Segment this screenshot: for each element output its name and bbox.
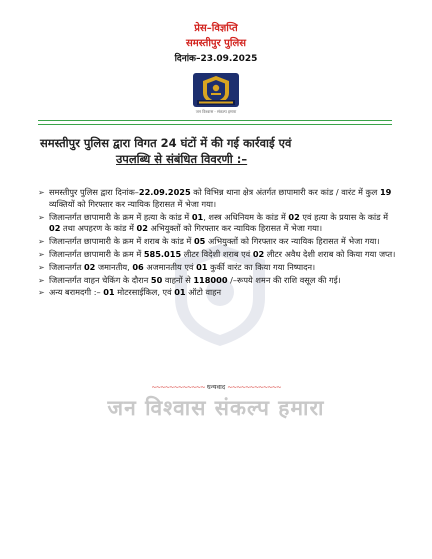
bihar-police-logo [185,71,247,115]
heading-line-1: समस्तीपुर पुलिस द्वारा विगत 24 घंटों में की गई कार्रवाई एवं [40,136,292,150]
thanks-text: धन्यवाद [206,383,226,391]
bullet-text: समस्तीपुर पुलिस द्वारा दिनांक– [49,187,139,197]
bullet-item [38,275,398,287]
bullet-item [38,287,398,299]
bullet-text: अजमानतीय एवं [143,261,197,272]
logo-tagline: जन विश्वास · संकल्प हमारा [195,109,237,114]
bullet-text: /–रूपये शमन की राशि वसूल की गई। [227,274,341,285]
arrow-bullet-icon: ➢ [38,212,45,222]
bullet-text: वाहनों से [162,274,194,285]
section-divider [38,120,392,125]
bullet-figure: 01 [196,261,208,272]
bullet-text: अभियुक्तों को गिरफ्तार कर न्यायिक हिरासत में भेजा गया। [205,236,380,247]
bullet-figure: 22.09.2025 [138,187,191,197]
bullet-text: को विभिन्न थाना क्षेत्र अंतर्गत छापामारी कर कांड / वारंट में कुल [190,187,380,197]
press-release-title: प्रेस–विज्ञप्ति [194,23,238,34]
press-release-header [0,22,432,115]
bullet-text: तथा अपहरण के कांड में [60,223,137,234]
bullet-figure: 02 [49,223,61,234]
date-value: 23.09.2025 [200,54,258,64]
bullet-text: लीटर विदेशी शराब एवं [181,248,253,259]
arrow-bullet-icon: ➢ [38,262,45,272]
date-label: दिनांक– [174,54,201,64]
bullet-text: व्यक्तियों को गिरफ्तार कर न्यायिक हिरासत में भेजा गया। [49,198,217,209]
bullet-text: एवं हत्या के प्रयास के कांड में [299,211,389,222]
bullet-figure: 02 [83,261,96,272]
arrow-bullet-icon: ➢ [38,275,45,285]
report-heading [40,135,392,167]
bullet-text: , शस्त्र अधिनियम के कांड में [203,211,289,222]
bullet-item [38,212,398,236]
police-emblem-icon [185,71,247,109]
bullet-figure: 02 [136,223,148,234]
arrow-bullet-icon: ➢ [38,249,45,259]
arrow-bullet-icon: ➢ [38,288,45,298]
bullet-figure: 02 [288,211,300,222]
bullet-text: जिलान्तर्गत [49,261,84,272]
bullet-figure: 02 [252,248,265,259]
bullet-item [38,262,398,274]
watermark-slogan: जन विश्वास संकल्प हमारा [107,395,325,420]
bullet-figure: 01 [174,287,186,298]
bullet-item [38,187,398,211]
bullet-text: मोटरसाईकिल, एवं [114,287,175,298]
bullet-figure: 19 [379,187,392,197]
bullet-text: जिलान्तर्गत छापामारी के क्रम में हत्या के कांड में [49,211,192,222]
closing-line: ~~~~~~~~~~~~ धन्यवाद ~~~~~~~~~~~~ [151,383,281,391]
bullet-text: जमानतीय, [95,261,133,272]
heading-line-2: उपलब्धि से संबंधित विवरणी :– [116,152,248,166]
arrow-bullet-icon: ➢ [38,188,45,197]
bullet-figure: 585.015 [143,248,182,259]
bullet-figure: 01 [103,287,115,298]
bullet-item [38,236,398,248]
bullet-item [38,249,398,261]
bullet-figure: 06 [132,261,144,272]
activity-bullet-list [38,187,398,300]
bullet-text: अभियुक्तों को गिरफ्तार कर न्यायिक हिरासत में भेजा गया। [147,223,323,234]
bullet-text: ऑटो वाहन [185,287,222,298]
bullet-text: कुर्की वारंट का किया गया निष्पादन। [207,261,316,272]
bullet-text: जिलान्तर्गत छापामारी के क्रम में [49,248,144,259]
bullet-figure: 05 [193,236,206,247]
release-date [0,53,432,66]
bullet-text: अन्य बरामदगी :– [49,287,104,298]
bullet-figure: 01 [191,211,204,222]
organization-name: समस्तीपुर पुलिस [186,38,246,49]
bullet-figure: 50 [150,274,163,285]
bullet-text: जिलान्तर्गत वाहन चेकिंग के दौरान [49,274,151,285]
arrow-bullet-icon: ➢ [38,237,45,247]
bullet-figure: 118000 [193,274,228,285]
bullet-text: लीटर अवैध देशी शराब को किया गया जप्त। [264,248,396,259]
bullet-text: जिलान्तर्गत छापामारी के क्रम में शराब के कांड में [49,236,194,247]
